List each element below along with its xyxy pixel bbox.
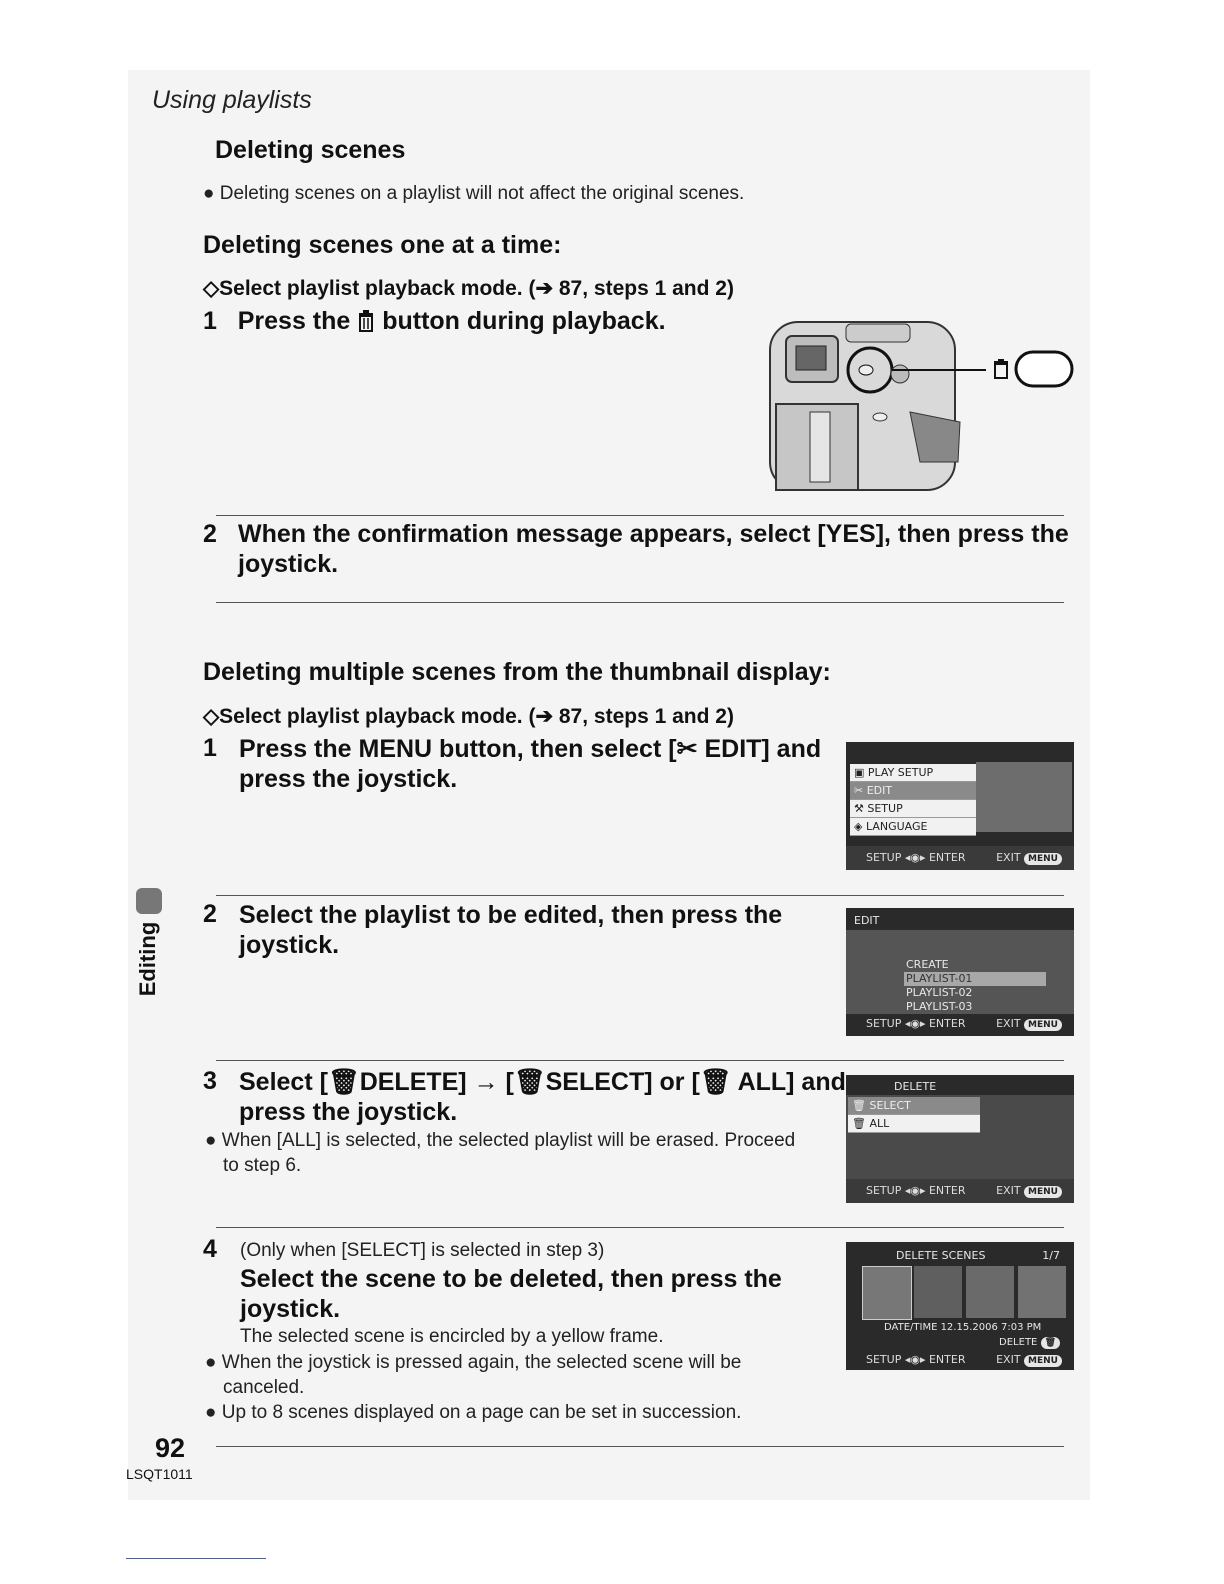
screen-footer	[846, 846, 1074, 870]
list-item-playlist-01[interactable]: PLAYLIST-01	[904, 972, 1046, 986]
menu-item-edit[interactable]	[850, 782, 976, 800]
prereq-multiple	[203, 704, 734, 729]
page-number: 92	[155, 1433, 186, 1463]
menu-pill: MENU	[1024, 853, 1062, 865]
step-number: 1	[203, 734, 217, 762]
option-select[interactable]	[848, 1097, 980, 1115]
divider	[216, 515, 1064, 516]
divider	[216, 1060, 1064, 1061]
exit-hint	[996, 1012, 1062, 1036]
scissors-icon: ✂	[854, 784, 867, 797]
document-code: LSQT1011	[126, 1466, 193, 1482]
step-text: [	[498, 1068, 514, 1096]
date-time: DATE/TIME 12.15.2006 7:03 PM	[884, 1322, 1042, 1333]
thumbnail[interactable]	[862, 1266, 912, 1320]
menu-item-label: SETUP	[867, 802, 903, 815]
step-1-menu	[239, 734, 839, 794]
step-2-text: When the confirmation message appears, select [YES], then press the joystick.	[238, 520, 1069, 578]
list-item-create[interactable]: CREATE	[906, 958, 949, 971]
step-3-delete	[239, 1067, 849, 1127]
menu-item-setup[interactable]	[850, 800, 976, 818]
trash-icon: 🗑	[327, 1068, 360, 1096]
trash-icon: 🗑	[852, 1099, 870, 1112]
list-item-playlist-03[interactable]: PLAYLIST-03	[906, 1000, 973, 1013]
option-all[interactable]	[848, 1115, 980, 1133]
menu-pill: MENU	[1024, 1355, 1062, 1367]
menu-pill: MENU	[1024, 1186, 1062, 1198]
trash-icon: 🗑	[852, 1117, 870, 1130]
exit-hint	[996, 1179, 1062, 1203]
prereq-text: Select playlist playback mode. (➔ 87, steps 1 and 2)	[219, 705, 734, 728]
step-number: 3	[203, 1067, 217, 1095]
step-text: SELECT] or [	[545, 1068, 700, 1096]
diamond-icon: ◇	[203, 277, 220, 300]
trash-icon	[357, 310, 375, 332]
bottom-line	[126, 1558, 266, 1559]
step-4-note: (Only when [SELECT] is selected in step 3)	[240, 1240, 605, 1261]
bullet-text: When [ALL] is selected, the selected playlist will be erased. Proceed	[221, 1130, 796, 1151]
step-text: Press the MENU button, then select [	[239, 735, 677, 763]
thumbnail[interactable]	[1018, 1266, 1066, 1318]
delete-label: DELETE	[999, 1337, 1038, 1348]
delete-scenes-screen	[846, 1242, 1074, 1370]
heading-multiple: Deleting multiple scenes from the thumbnail display:	[203, 658, 831, 686]
step-text: EDIT] and	[697, 735, 822, 763]
step-text: DELETE]	[359, 1068, 467, 1096]
delete-hint	[999, 1337, 1060, 1349]
step-1-delete-button	[203, 306, 666, 336]
menu-item-label: EDIT	[866, 784, 893, 797]
divider	[216, 1227, 1064, 1228]
menu-item-label: LANGUAGE	[865, 820, 928, 833]
step-text: Select the playlist to be edited, then press the	[239, 901, 783, 929]
step-number: 2	[203, 900, 217, 928]
step-text: button during playback.	[382, 307, 666, 335]
step-text: press the joystick.	[239, 765, 458, 793]
divider	[216, 1446, 1064, 1447]
exit-label: EXIT	[996, 851, 1021, 864]
heading-one-at-a-time: Deleting scenes one at a time:	[203, 231, 562, 259]
exit-hint	[996, 1350, 1062, 1370]
tab-marker	[136, 888, 162, 914]
camcorder-illustration	[760, 312, 1080, 494]
step-text: Select [	[239, 1068, 328, 1096]
trash-icon: 🗑	[1041, 1337, 1060, 1349]
arrow-icon: →	[473, 1068, 499, 1096]
bullet-text: Up to 8 scenes displayed on a page can be set in succession.	[221, 1402, 742, 1423]
step-2-select-playlist	[239, 900, 839, 960]
screen-title: DELETE SCENES	[896, 1249, 986, 1262]
thumbnail[interactable]	[966, 1266, 1014, 1318]
side-tab-label: Editing	[135, 921, 160, 997]
step-4-sub: The selected scene is encircled by a yellow frame.	[240, 1326, 664, 1347]
play-icon: ▣	[854, 766, 868, 779]
option-label: SELECT	[869, 1099, 911, 1112]
title-bar	[846, 1075, 1074, 1095]
background-image	[976, 762, 1072, 832]
menu-item-language[interactable]	[850, 818, 976, 836]
step-text: ALL] and	[731, 1068, 846, 1096]
step-number: 4	[203, 1235, 217, 1263]
thumbnail[interactable]	[914, 1266, 962, 1318]
screen-footer	[846, 1012, 1074, 1036]
screen-title: DELETE	[894, 1080, 937, 1093]
menu-list	[850, 764, 976, 836]
footer-hint: SETUP ◂◉▸ ENTER	[866, 1353, 966, 1366]
menu-item-play-setup[interactable]	[850, 764, 976, 782]
prereq-text: Select playlist playback mode. (➔ 87, steps 1 and 2)	[219, 277, 734, 300]
step-text: press the joystick.	[239, 1098, 458, 1126]
exit-label: EXIT	[996, 1017, 1021, 1030]
side-tab	[122, 888, 174, 1023]
page-title: Deleting scenes	[215, 136, 406, 164]
step-4-bullets	[205, 1350, 835, 1425]
delete-screen	[846, 1075, 1074, 1203]
option-label: ALL	[869, 1117, 890, 1130]
exit-label: EXIT	[996, 1353, 1021, 1366]
menu-pill: MENU	[1024, 1019, 1062, 1031]
step-text: joystick.	[240, 1295, 341, 1323]
footer-hint: SETUP ◂◉▸ ENTER	[866, 1184, 966, 1197]
intro-bullet	[203, 183, 744, 205]
language-icon: ◈	[854, 820, 866, 833]
step-3-bullet	[205, 1128, 835, 1178]
prereq-one-at-a-time	[203, 276, 734, 301]
bullet-icon: ●	[203, 183, 220, 204]
screen-footer	[846, 1179, 1074, 1203]
delete-options	[848, 1097, 980, 1133]
page-indicator: 1/7	[1042, 1249, 1060, 1262]
edit-screen	[846, 908, 1074, 1036]
trash-all-icon: 🗑	[699, 1068, 732, 1096]
step-4-select-scene	[240, 1264, 840, 1324]
diamond-icon: ◇	[203, 705, 220, 728]
step-text: Press the	[237, 307, 351, 335]
menu-item-label: PLAY SETUP	[867, 766, 934, 779]
intro-bullet-text: Deleting scenes on a playlist will not affect the original scenes.	[219, 183, 745, 204]
bullet-text: When the joystick is pressed again, the selected scene will be	[221, 1352, 742, 1373]
footer-hint: SETUP ◂◉▸ ENTER	[866, 1017, 966, 1030]
exit-hint	[996, 846, 1062, 870]
trash-select-icon: 🗑	[513, 1068, 546, 1096]
bullet-icon: ●	[205, 1130, 222, 1151]
step-text: joystick.	[239, 931, 340, 959]
step-number: 2	[203, 520, 217, 548]
scissors-icon: ✂	[676, 735, 698, 763]
bullet-text: canceled.	[223, 1377, 305, 1398]
screen-title: EDIT	[854, 914, 880, 927]
list-item-playlist-02[interactable]: PLAYLIST-02	[906, 986, 973, 999]
menu-screen	[846, 742, 1074, 870]
screen-footer	[846, 1350, 1074, 1370]
footer-hint: SETUP ◂◉▸ ENTER	[866, 851, 966, 864]
divider	[216, 895, 1064, 896]
step-text: Select the scene to be deleted, then press the	[240, 1265, 782, 1293]
divider	[216, 602, 1064, 603]
section-label: Using playlists	[152, 86, 312, 114]
playlist-list	[906, 958, 1046, 1014]
step-number: 1	[203, 307, 217, 335]
bullet-text: to step 6.	[223, 1155, 302, 1176]
wrench-icon: ⚒	[854, 802, 868, 815]
exit-label: EXIT	[996, 1184, 1021, 1197]
bullet-icon: ●	[205, 1402, 222, 1423]
bullet-icon: ●	[205, 1352, 222, 1373]
